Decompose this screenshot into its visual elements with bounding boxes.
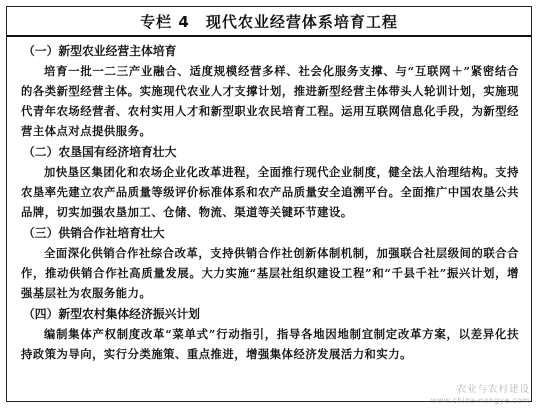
section-3: [21, 223, 519, 303]
section-heading: （四）新型农村集体经济振兴计划: [23, 307, 200, 321]
box-title: 专栏 4 现代农业经营体系培育工程: [140, 12, 398, 31]
section-heading: （一）新型农业经营主体培育: [23, 44, 177, 58]
section-body: 培育一批一二三产业融合、适度规模经营多样、社会化服务支撑、与“互联网＋”紧密结合的各类新型经营主体。实施现代农业人才支撑计划，推进新型经营主体带头人轮训计划，实施现代青年农场经营者、农村实用人才和新型职业农民培育工程。运用互联网信息化手段，为新型经营主体点对点提供服务。: [21, 64, 519, 138]
section-heading: （三）供销合作社培育壮大: [23, 226, 165, 240]
watermark-title: 农业与农村建设: [456, 384, 530, 395]
section-body: 编制集体产权制度改革“菜单式”行动指引，指导各地因地制宜制定改革方案，以差异化扶持政策为导向，实行分类施策、重点推进，增强集体经济发展活力和实力。: [21, 327, 519, 361]
section-heading: （二）农垦国有经济培育壮大: [23, 145, 177, 159]
section-body: 全面深化供销合作社综合改革，支持供销合作社创新体制机制，加强联合社层级间的联合合作，推动供销合作社高质量发展。大力实施“基层社组织建设工程”和“千县千社”振兴计划，增强基层社为农服务能力。: [21, 246, 519, 300]
box-title-bar: [7, 7, 531, 37]
section-body: 加快垦区集团化和农场企业化改革进程，全面推行现代企业制度，健全法人治理结构。支持农垦率先建立农产品质量等级评价标准体系和农产品质量安全追溯平台。全面推广中国农垦公共品牌，切实加强农垦加工、仓储、物流、渠道等关键环节建设。: [21, 165, 519, 219]
section-4: [21, 304, 519, 364]
watermark-url: www.china-nongye.com: [430, 396, 530, 405]
box-content: [21, 41, 519, 397]
section-2: [21, 142, 519, 222]
feature-box: [6, 6, 532, 402]
section-1: [21, 41, 519, 141]
